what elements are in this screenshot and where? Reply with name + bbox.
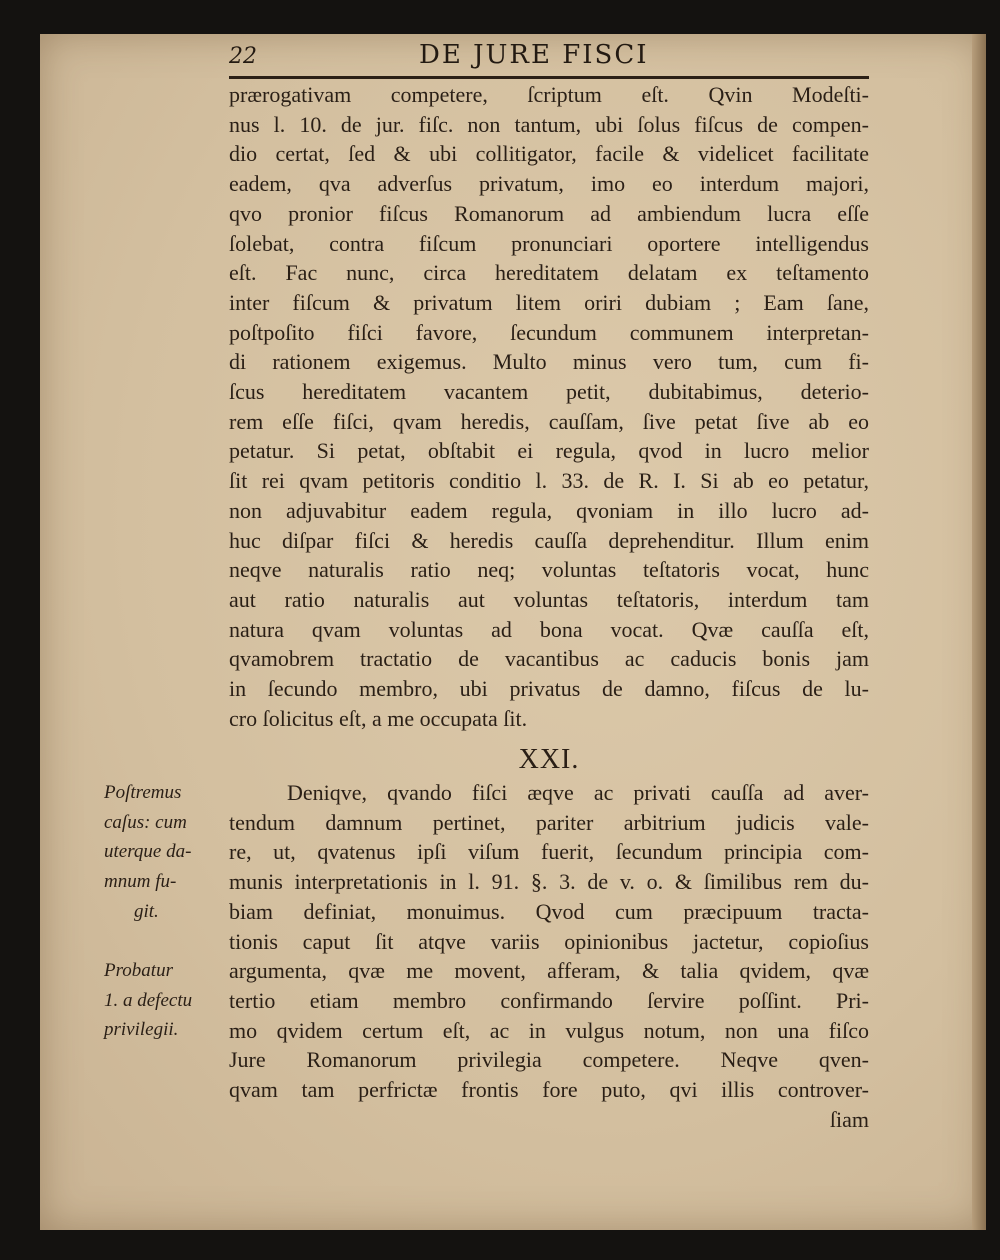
paragraph-1 (229, 80, 869, 733)
page-edge-shadow (972, 34, 986, 1230)
margin-note-line: Probatur (104, 960, 173, 981)
text-line: biam definiat, monuimus. Qvod cum præcipuum tracta- (229, 898, 869, 924)
text-line: re, ut, qvatenus ipſi viſum fuerit, ſecundum principia com- (229, 839, 869, 865)
text-line: tionis caput ſit atqve variis opinionibus jactetur, copioſius (229, 928, 869, 954)
margin-note-line: Poſtremus (104, 782, 182, 803)
margin-note-line: caſus: cum (104, 811, 187, 833)
margin-note-line: 1. a defectu (104, 989, 193, 1011)
text-line: mo qvidem certum eſt, ac in vulgus notum, non una fiſco (229, 1017, 869, 1043)
text-line: ſolebat, contra fiſcum pronunciari oportere intelligendus (229, 230, 869, 256)
text-line: munis interpretationis in l. 91. §. 3. de v. o. & ſimilibus rem du- (229, 869, 869, 895)
text-line: qvamobrem tractatio de vacantibus ac caducis bonis jam (229, 646, 869, 672)
page-number: 22 (229, 44, 257, 69)
text-line: eadem, qva adverſus privatum, imo eo interdum majori, (229, 171, 869, 197)
text-line: cro ſolicitus eſt, a me occupata ſit. (229, 705, 528, 731)
text-line: tertio etiam membro confirmando ſervire poſſint. Pri- (229, 987, 869, 1013)
section-number: XXI. (518, 744, 580, 775)
margin-note-1 (104, 778, 224, 927)
text-line: in ſecundo membro, ubi privatus de damno, fiſcus de lu- (229, 676, 869, 702)
text-line: di rationem exigemus. Multo minus vero tum, cum fi- (229, 349, 869, 375)
text-line: Jure Romanorum privilegia competere. Neqve qven- (229, 1047, 869, 1073)
text-line: non adjuvabitur eadem regula, qvoniam in illo lucro ad- (229, 497, 869, 523)
margin-note-line: git. (134, 900, 159, 922)
text-line: aut ratio naturalis aut voluntas teſtatoris, interdum tam (229, 586, 869, 612)
text-line: argumenta, qvæ me movent, afferam, & talia qvidem, qvæ (229, 958, 869, 984)
text-line: dio certat, ſed & ubi collitigator, facile & videlicet facilitate (229, 141, 869, 167)
text-line: Deniqve, qvando fiſci æqve ac privati cauſſa ad aver- (287, 780, 869, 805)
text-line: qvam tam perfrictæ frontis fore puto, qvi illis controver- (229, 1077, 869, 1103)
running-head: DE JURE FISCI (419, 40, 649, 70)
paragraph-2 (229, 778, 869, 1134)
margin-note-line: mnum fu- (104, 871, 177, 893)
margin-note-2 (104, 956, 224, 1045)
text-line: tendum damnum pertinet, pariter arbitrium judicis vale- (229, 809, 869, 835)
text-line: neqve naturalis ratio neq; voluntas teſtatoris vocat, hunc (229, 557, 869, 583)
margin-note-line: uterque da- (104, 841, 192, 863)
text-line: qvo pronior fiſcus Romanorum ad ambiendum lucra eſſe (229, 200, 869, 226)
text-line: inter fiſcum & privatum litem oriri dubiam ; Eam ſane, (229, 289, 869, 315)
text-line: natura qvam voluntas ad bona vocat. Qvæ cauſſa eſt, (229, 616, 869, 642)
text-line: prærogativam competere, ſcriptum eſt. Qvin Modeſti- (229, 82, 869, 107)
text-line: rem eſſe fiſci, qvam heredis, cauſſam, ſive petat ſive ab eo (229, 408, 869, 434)
text-line: petatur. Si petat, obſtabit ei regula, qvod in lucro melior (229, 438, 869, 464)
text-line: ſit rei qvam petitoris conditio l. 33. de R. I. Si ab eo petatur, (229, 468, 869, 494)
text-line: nus l. 10. de jur. fiſc. non tantum, ubi ſolus fiſcus de compen- (229, 111, 869, 137)
margin-note-line: privilegii. (104, 1019, 179, 1041)
text-line: ſcus hereditatem vacantem petit, dubitabimus, deterio- (229, 379, 869, 405)
page-header (229, 40, 869, 80)
text-line: eſt. Fac nunc, circa hereditatem delatam ex teſtamento (229, 260, 869, 286)
header-rule (229, 76, 869, 79)
catchword: ſiam (829, 1106, 869, 1132)
text-line: huc diſpar fiſci & heredis cauſſa deprehenditur. Illum enim (229, 527, 869, 553)
text-line: poſtpoſito fiſci favore, ſecundum communem interpretan- (229, 319, 869, 345)
